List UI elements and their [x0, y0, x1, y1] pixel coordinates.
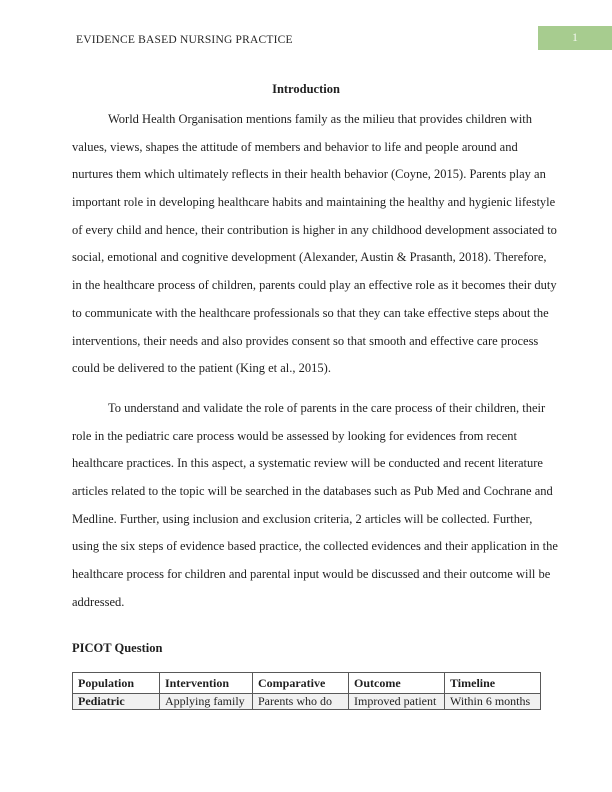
paragraph-1-line: in the healthcare process of children, parents could play an effective role as it becomes their duty	[72, 278, 557, 293]
table-row	[73, 694, 541, 710]
paragraph-2-line: articles related to the topic will be searched in the databases such as Pub Med and Cochrane and	[72, 484, 553, 499]
table-cell-intervention: Applying family	[160, 694, 253, 710]
paragraph-2	[72, 395, 558, 617]
running-header-title: EVIDENCE BASED NURSING PRACTICE	[76, 34, 293, 46]
column-header-intervention: Intervention	[160, 673, 253, 694]
section-heading-introduction: Introduction	[272, 82, 340, 96]
paragraph-1-line: could be delivered to the patient (King et al., 2015).	[72, 361, 331, 376]
paragraph-1-line: nurtures them which ultimately reflects in their health behavior (Coyne, 2015). Parents play an	[72, 167, 546, 182]
picot-table-header-row	[73, 673, 541, 694]
paragraph-1-line: social, emotional and cognitive development (Alexander, Austin & Prasanth, 2018). Therefore,	[72, 250, 547, 265]
table-cell-timeline: Within 6 months	[445, 694, 541, 710]
section-heading-picot-question: PICOT Question	[72, 641, 163, 655]
table-cell-population: Pediatric	[73, 694, 160, 710]
column-header-population: Population	[73, 673, 160, 694]
paragraph-2-line: healthcare practices. In this aspect, a systematic review will be conducted and recent literature	[72, 456, 543, 471]
table-cell-outcome: Improved patient	[349, 694, 445, 710]
picot-table	[72, 672, 541, 710]
paragraph-1-line: World Health Organisation mentions family as the milieu that provides children with	[108, 112, 533, 126]
paragraph-1-line: to communicate with the healthcare professionals so that they can take effective steps about the	[72, 305, 549, 320]
page-number-box	[538, 26, 612, 50]
paragraph-2-line: healthcare process for children and parental input would be discussed and their outcome will be	[72, 567, 551, 582]
paragraph-2-line: To understand and validate the role of parents in the care process of their children, their	[108, 401, 546, 415]
paragraph-1-line: values, views, shapes the attitude of members and behavior to life and people around and	[72, 139, 518, 154]
column-header-comparative: Comparative	[253, 673, 349, 694]
paragraph-1-line: important role in developing healthcare habits and maintaining the healthy and hygienic lifestyle	[72, 195, 556, 210]
paragraph-2-line: Medline. Further, using inclusion and exclusion criteria, 2 articles will be collected. Further,	[72, 511, 533, 526]
paragraph-1	[72, 106, 557, 383]
table-cell-comparative: Parents who do	[253, 694, 349, 710]
column-header-timeline: Timeline	[445, 673, 541, 694]
paragraph-1-line: interventions, their needs and also provides consent so that smooth and effective care process	[72, 333, 539, 348]
paragraph-1-line: of every child and hence, their contribution is higher in any childhood development associated to	[72, 222, 557, 237]
page-number: 1	[572, 32, 578, 44]
paragraph-2-line: using the six steps of evidence based practice, the collected evidences and their application in the	[72, 539, 558, 554]
paragraph-2-line: role in the pediatric care process would be assessed by looking for evidences from recent	[72, 428, 517, 443]
paragraph-2-line: addressed.	[72, 594, 125, 609]
column-header-outcome: Outcome	[349, 673, 445, 694]
